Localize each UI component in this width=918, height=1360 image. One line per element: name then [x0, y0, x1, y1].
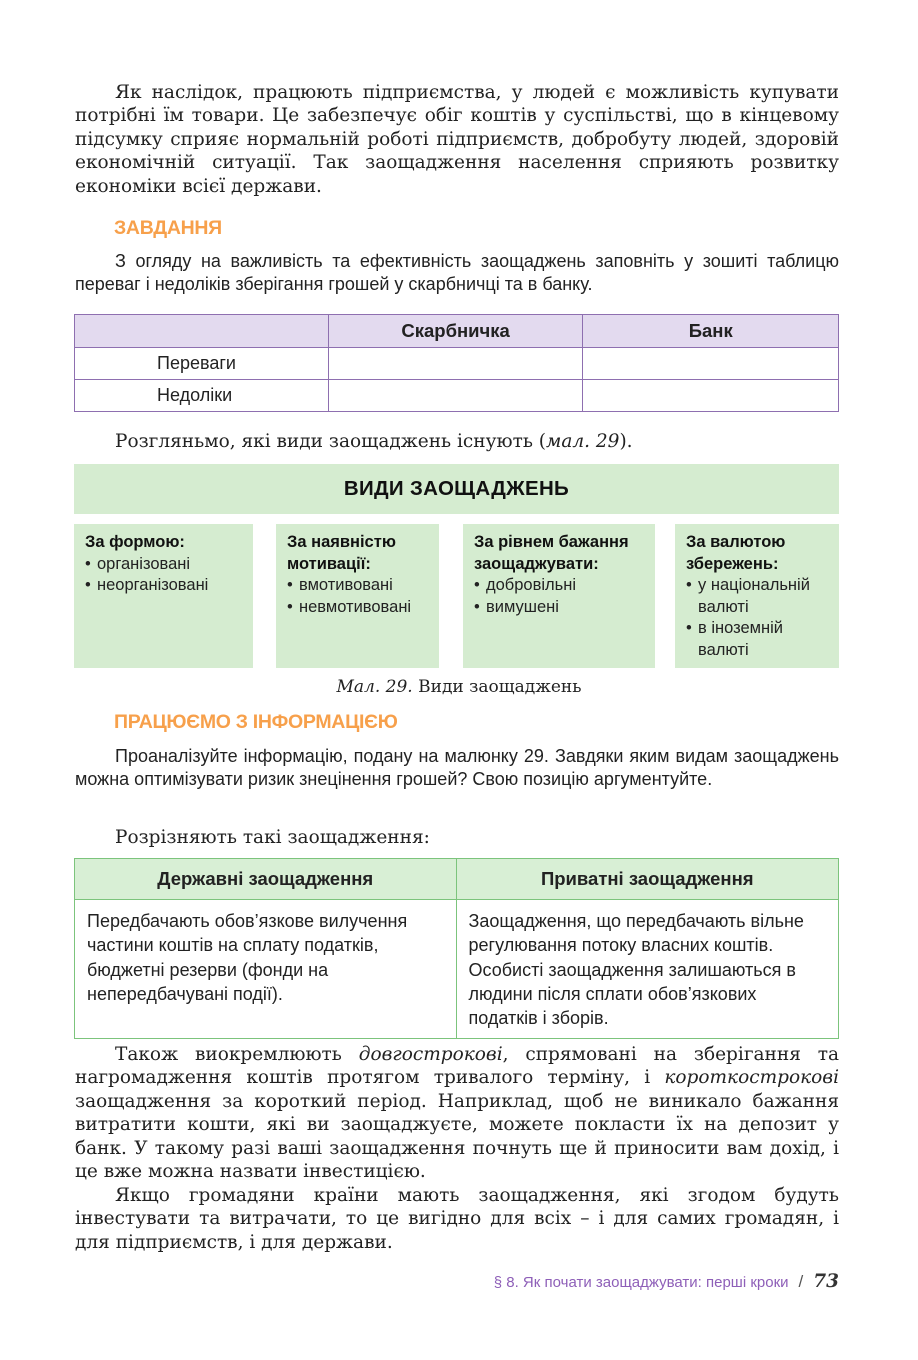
caption-ref: Мал. 29. [336, 677, 413, 697]
diagram-box-form [74, 524, 253, 668]
header-state-savings: Державні заощадження [75, 859, 457, 900]
figure-caption [0, 677, 918, 697]
list-item: • невмотивовані [287, 597, 428, 619]
box-title: За наявністю мотивації: [287, 533, 396, 573]
distinguish-text: Розрізняють такі заощадження: [115, 827, 430, 848]
box-title: За валютою збережень: [686, 533, 786, 573]
state-savings-cell: Передбачають обов’язкове вилучення частини коштів на сплату податків, бюджетні резерви (фонди на непередбачувані події). [75, 900, 457, 1039]
list-item: • неорганізовані [85, 575, 242, 597]
page-number: 73 [813, 1271, 839, 1292]
box-list [474, 575, 644, 618]
table-row [75, 900, 839, 1039]
figure-ref: мал. 29 [546, 431, 620, 452]
empty-cell [328, 380, 583, 412]
terms-paragraph [75, 1043, 839, 1183]
box-title: За формою: [85, 533, 185, 551]
list-item: • у національній валюті [686, 575, 828, 618]
page-footer [494, 1271, 839, 1292]
caption-text: Види заощаджень [412, 677, 582, 697]
final-paragraph [75, 1184, 839, 1254]
header-private-savings: Приватні заощадження [456, 859, 838, 900]
list-item: • вмотивовані [287, 575, 428, 597]
work-text: Проаналізуйте інформацію, подану на малюнку 29. Завдяки яким видам заощаджень можна оптимізувати ризик знецінення грошей? Свою позицію аргументуйте. [75, 746, 839, 789]
compare-header-empty [75, 315, 329, 348]
list-item: • в іноземній валюті [686, 618, 828, 661]
term-longterm: довгострокові [358, 1044, 503, 1065]
table-row [75, 380, 839, 412]
work-heading: ПРАЦЮЄМО З ІНФОРМАЦІЄЮ [114, 711, 398, 733]
box-list [287, 575, 428, 618]
list-item: • організовані [85, 554, 242, 576]
diagram-box-currency [675, 524, 839, 668]
task-paragraph [75, 250, 839, 296]
work-paragraph [75, 745, 839, 791]
box-title: За рівнем бажання заощаджувати: [474, 533, 629, 573]
empty-cell [583, 348, 839, 380]
private-savings-cell: Заощадження, що передбачають вільне регулювання потоку власних коштів. Особисті заощадження залишаються в людини після сплати обов’язкових податків і зборів. [456, 900, 838, 1039]
empty-cell [583, 380, 839, 412]
lead-text: Розгляньмо, які види заощаджень існують ( [115, 431, 546, 452]
footer-divider: / [798, 1272, 804, 1291]
lead-text-end: ). [619, 431, 633, 452]
compare-table [74, 314, 839, 412]
terms-text: заощадження за короткий період. Наприклад, щоб не виникало бажання витратити кошти, які ви заощаджуєте, можете покласти їх на депозит у банк. У такому разі ваші заощадження почнуть ще й приносити вам дохід, і це вже можна назвати інвестицією. [75, 1090, 839, 1183]
terms-text: Також виокремлюють [115, 1044, 359, 1065]
box-list [85, 554, 242, 597]
diagram-title: ВИДИ ЗАОЩАДЖЕНЬ [74, 464, 839, 514]
empty-cell [328, 348, 583, 380]
table-row [75, 348, 839, 380]
list-item: • вимушені [474, 597, 644, 619]
box-list [686, 575, 828, 661]
row-label-disadvantages: Недоліки [75, 380, 329, 412]
terms-text: , спрямовані на зберігання та нагромадження коштів протягом тривалого терміну, і [75, 1044, 839, 1089]
final-text: Якщо громадяни країни мають заощадження, які згодом будуть інвестувати та витрачати, то це вигідно для всіх – і для самих громадян, і для підприємств, і для держави. [75, 1185, 839, 1253]
compare-header-bank: Банк [583, 315, 839, 348]
row-label-advantages: Переваги [75, 348, 329, 380]
types-table [74, 858, 839, 1039]
task-text: З огляду на важливість та ефективність заощаджень заповніть у зошиті таблицю переваг і недоліків зберігання грошей у скарбничці та в банку. [75, 251, 839, 294]
diagram-box-motivation [276, 524, 439, 668]
distinguish-paragraph [75, 826, 839, 849]
diagram-box-willingness [463, 524, 655, 668]
compare-header-piggybank: Скарбничка [328, 315, 583, 348]
term-shortterm: короткострокові [664, 1067, 839, 1089]
lead-paragraph [75, 430, 839, 453]
task-heading: ЗАВДАННЯ [114, 217, 222, 239]
types-table-header [75, 859, 839, 900]
footer-section: § 8. Як почати заощаджувати: перші кроки [493, 1274, 789, 1291]
compare-table-header [75, 315, 839, 348]
intro-paragraph [75, 81, 839, 198]
intro-text: Як наслідок, працюють підприємства, у людей є можливість купувати потрібні їм товари. Це забезпечує обіг коштів у суспільстві, що в кінцевому підсумку сприяє нормальній роботі підприємств, добробуту людей, здоровій економічній ситуації. Так заощадження населення сприяють розвитку економіки всієї держави. [75, 82, 839, 197]
list-item: • добровільні [474, 575, 644, 597]
